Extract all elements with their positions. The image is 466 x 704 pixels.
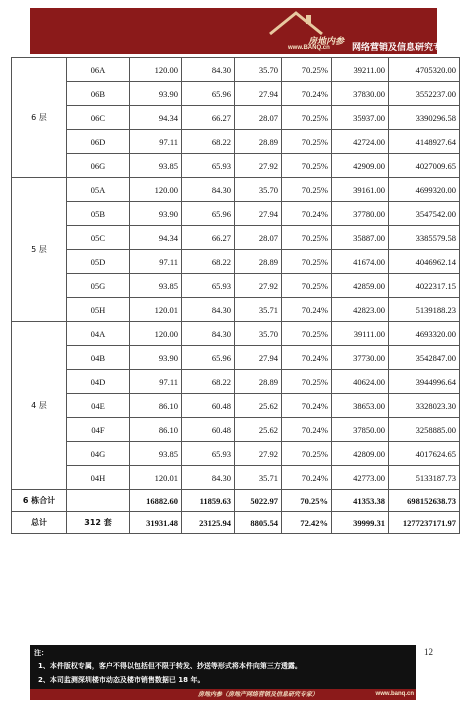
- area-cell: 120.01: [130, 298, 182, 322]
- table-row: [12, 226, 460, 250]
- inner-area-cell: 65.93: [182, 154, 235, 178]
- footer-bar: [30, 689, 416, 700]
- unit-cell: 04B: [67, 346, 130, 370]
- unit-price-cell: 42859.00: [332, 274, 389, 298]
- area-cell: 93.90: [130, 346, 182, 370]
- total-price-cell: 3258885.00: [389, 418, 460, 442]
- floor-label: 6 层: [12, 58, 67, 178]
- area-cell: 93.85: [130, 154, 182, 178]
- unit-price-cell: 37830.00: [332, 82, 389, 106]
- total-price-cell: 3944996.64: [389, 370, 460, 394]
- unit-price-cell: 42773.00: [332, 466, 389, 490]
- inner-area-cell: 65.93: [182, 274, 235, 298]
- unit-price-cell: 35887.00: [332, 226, 389, 250]
- table-row: [12, 394, 460, 418]
- total-price-cell: 4705320.00: [389, 58, 460, 82]
- area-cell: 120.00: [130, 58, 182, 82]
- table-row: [12, 130, 460, 154]
- table-row: [12, 442, 460, 466]
- unit-price-cell: 35937.00: [332, 106, 389, 130]
- inner-area-cell: 68.22: [182, 250, 235, 274]
- house-roof-icon: [266, 10, 326, 36]
- shared-area-cell: 27.92: [235, 274, 282, 298]
- ratio-cell: 70.25%: [282, 178, 332, 202]
- table-row: [12, 370, 460, 394]
- unit-price-cell: 37780.00: [332, 202, 389, 226]
- shared-area-cell: 27.94: [235, 346, 282, 370]
- area-cell: 94.34: [130, 226, 182, 250]
- unit-cell: 04E: [67, 394, 130, 418]
- area-cell: 93.90: [130, 82, 182, 106]
- unit-price-cell: 39999.31: [332, 512, 389, 534]
- page-number: 12: [424, 647, 433, 657]
- logo-text: 房地内参: [308, 37, 345, 47]
- ratio-cell: 70.25%: [282, 370, 332, 394]
- inner-area-cell: 60.48: [182, 394, 235, 418]
- total-price-cell: 4017624.65: [389, 442, 460, 466]
- total-price-cell: 4148927.64: [389, 130, 460, 154]
- sales-table: [11, 57, 460, 534]
- total-price-cell: 4693320.00: [389, 322, 460, 346]
- area-cell: 120.01: [130, 466, 182, 490]
- total-price-cell: 698152638.73: [389, 490, 460, 512]
- notes-title: 注：: [34, 649, 48, 657]
- shared-area-cell: 27.94: [235, 82, 282, 106]
- ratio-cell: 70.24%: [282, 298, 332, 322]
- inner-area-cell: 23125.94: [182, 512, 235, 534]
- unit-cell: 06C: [67, 106, 130, 130]
- ratio-cell: 70.25%: [282, 58, 332, 82]
- area-cell: 93.85: [130, 274, 182, 298]
- total-price-cell: 5139188.23: [389, 298, 460, 322]
- unit-price-cell: 40624.00: [332, 370, 389, 394]
- inner-area-cell: 65.96: [182, 82, 235, 106]
- area-cell: 86.10: [130, 394, 182, 418]
- shared-area-cell: 5022.97: [235, 490, 282, 512]
- unit-price-cell: 39111.00: [332, 322, 389, 346]
- ratio-cell: 70.24%: [282, 82, 332, 106]
- header-url[interactable]: www.BANQ.cn: [288, 45, 330, 51]
- shared-area-cell: 28.89: [235, 370, 282, 394]
- area-cell: 31931.48: [130, 512, 182, 534]
- unit-price-cell: 42809.00: [332, 442, 389, 466]
- inner-area-cell: 66.27: [182, 226, 235, 250]
- shared-area-cell: 35.71: [235, 298, 282, 322]
- inner-area-cell: 65.93: [182, 442, 235, 466]
- shared-area-cell: 35.71: [235, 466, 282, 490]
- shared-area-cell: 28.07: [235, 106, 282, 130]
- ratio-cell: 70.25%: [282, 250, 332, 274]
- unit-price-cell: 42823.00: [332, 298, 389, 322]
- unit-cell: 05G: [67, 274, 130, 298]
- ratio-cell: 70.24%: [282, 466, 332, 490]
- unit-price-cell: 41353.38: [332, 490, 389, 512]
- shared-area-cell: 28.89: [235, 250, 282, 274]
- inner-area-cell: 84.30: [182, 298, 235, 322]
- area-cell: 93.90: [130, 202, 182, 226]
- grand-total-row: [12, 512, 460, 534]
- area-cell: 97.11: [130, 370, 182, 394]
- area-cell: 16882.60: [130, 490, 182, 512]
- ratio-cell: 70.24%: [282, 202, 332, 226]
- summary-label: 总计: [12, 512, 67, 534]
- inner-area-cell: 66.27: [182, 106, 235, 130]
- unit-cell: 04A: [67, 322, 130, 346]
- table-row: [12, 346, 460, 370]
- total-price-cell: 3542847.00: [389, 346, 460, 370]
- table-row: [12, 58, 460, 82]
- table-row: [12, 466, 460, 490]
- area-cell: 94.34: [130, 106, 182, 130]
- shared-area-cell: 8805.54: [235, 512, 282, 534]
- ratio-cell: 70.24%: [282, 418, 332, 442]
- unit-price-cell: 39161.00: [332, 178, 389, 202]
- header-banner: [30, 8, 452, 54]
- inner-area-cell: 11859.63: [182, 490, 235, 512]
- inner-area-cell: 84.30: [182, 322, 235, 346]
- total-price-cell: 4022317.15: [389, 274, 460, 298]
- unit-cell: 05D: [67, 250, 130, 274]
- unit-cell: 05A: [67, 178, 130, 202]
- unit-price-cell: 42909.00: [332, 154, 389, 178]
- inner-area-cell: 60.48: [182, 418, 235, 442]
- inner-area-cell: 84.30: [182, 466, 235, 490]
- unit-count-cell: [67, 490, 130, 512]
- shared-area-cell: 25.62: [235, 394, 282, 418]
- unit-count-cell: 312 套: [67, 512, 130, 534]
- unit-cell: 05H: [67, 298, 130, 322]
- table-row: [12, 298, 460, 322]
- unit-cell: 06G: [67, 154, 130, 178]
- total-price-cell: 4046962.14: [389, 250, 460, 274]
- shared-area-cell: 35.70: [235, 322, 282, 346]
- inner-area-cell: 84.30: [182, 178, 235, 202]
- summary-label: 6 栋合计: [12, 490, 67, 512]
- unit-cell: 04D: [67, 370, 130, 394]
- floor-label: 4 层: [12, 322, 67, 490]
- inner-area-cell: 68.22: [182, 130, 235, 154]
- ratio-cell: 70.25%: [282, 226, 332, 250]
- inner-area-cell: 65.96: [182, 346, 235, 370]
- note-item: 2、本司监测深圳楼市动态及楼市销售数据已 18 年。: [38, 676, 205, 684]
- unit-price-cell: 42724.00: [332, 130, 389, 154]
- inner-area-cell: 68.22: [182, 370, 235, 394]
- table-row: [12, 82, 460, 106]
- table-row: [12, 106, 460, 130]
- inner-area-cell: 84.30: [182, 58, 235, 82]
- area-cell: 93.85: [130, 442, 182, 466]
- total-price-cell: 1277237171.97: [389, 512, 460, 534]
- ratio-cell: 70.25%: [282, 442, 332, 466]
- unit-cell: 05B: [67, 202, 130, 226]
- unit-cell: 06A: [67, 58, 130, 82]
- total-price-cell: 5133187.73: [389, 466, 460, 490]
- ratio-cell: 70.25%: [282, 130, 332, 154]
- total-price-cell: 3328023.30: [389, 394, 460, 418]
- total-price-cell: 3390296.58: [389, 106, 460, 130]
- ratio-cell: 70.25%: [282, 106, 332, 130]
- table-row: [12, 202, 460, 226]
- total-price-cell: 3385579.58: [389, 226, 460, 250]
- unit-price-cell: 38653.00: [332, 394, 389, 418]
- header-slogan: 网络营销及信息研究专家: [352, 43, 452, 53]
- unit-price-cell: 37730.00: [332, 346, 389, 370]
- shared-area-cell: 27.92: [235, 154, 282, 178]
- footer-url[interactable]: www.banq.cn: [375, 691, 414, 697]
- notes-box: [30, 645, 416, 689]
- note-item: 1、本件版权专属，客户不得以包括但不限于转发、抄送等形式将本件向第三方透露。: [38, 662, 302, 670]
- ratio-cell: 70.24%: [282, 394, 332, 418]
- shared-area-cell: 27.92: [235, 442, 282, 466]
- total-price-cell: 3547542.00: [389, 202, 460, 226]
- unit-cell: 04F: [67, 418, 130, 442]
- subtotal-row: [12, 490, 460, 512]
- ratio-cell: 70.25%: [282, 322, 332, 346]
- unit-price-cell: 41674.00: [332, 250, 389, 274]
- unit-price-cell: 37850.00: [332, 418, 389, 442]
- table-row: [12, 154, 460, 178]
- table-row: [12, 322, 460, 346]
- shared-area-cell: 35.70: [235, 58, 282, 82]
- ratio-cell: 70.24%: [282, 346, 332, 370]
- area-cell: 86.10: [130, 418, 182, 442]
- total-price-cell: 3552237.00: [389, 82, 460, 106]
- ratio-cell: 72.42%: [282, 512, 332, 534]
- ratio-cell: 70.25%: [282, 274, 332, 298]
- shared-area-cell: 35.70: [235, 178, 282, 202]
- shared-area-cell: 25.62: [235, 418, 282, 442]
- ratio-cell: 70.25%: [282, 490, 332, 512]
- unit-cell: 04H: [67, 466, 130, 490]
- shared-area-cell: 28.89: [235, 130, 282, 154]
- table-row: [12, 178, 460, 202]
- unit-cell: 06B: [67, 82, 130, 106]
- unit-cell: 06D: [67, 130, 130, 154]
- unit-cell: 05C: [67, 226, 130, 250]
- footer-text: 房地内参（房地产网络营销及信息研究专家）: [198, 691, 319, 698]
- shared-area-cell: 28.07: [235, 226, 282, 250]
- unit-cell: 04G: [67, 442, 130, 466]
- table-row: [12, 274, 460, 298]
- table-row: [12, 418, 460, 442]
- table-row: [12, 250, 460, 274]
- inner-area-cell: 65.96: [182, 202, 235, 226]
- area-cell: 120.00: [130, 178, 182, 202]
- area-cell: 97.11: [130, 130, 182, 154]
- ratio-cell: 70.25%: [282, 154, 332, 178]
- unit-price-cell: 39211.00: [332, 58, 389, 82]
- floor-label: 5 层: [12, 178, 67, 322]
- area-cell: 120.00: [130, 322, 182, 346]
- shared-area-cell: 27.94: [235, 202, 282, 226]
- total-price-cell: 4699320.00: [389, 178, 460, 202]
- area-cell: 97.11: [130, 250, 182, 274]
- total-price-cell: 4027009.65: [389, 154, 460, 178]
